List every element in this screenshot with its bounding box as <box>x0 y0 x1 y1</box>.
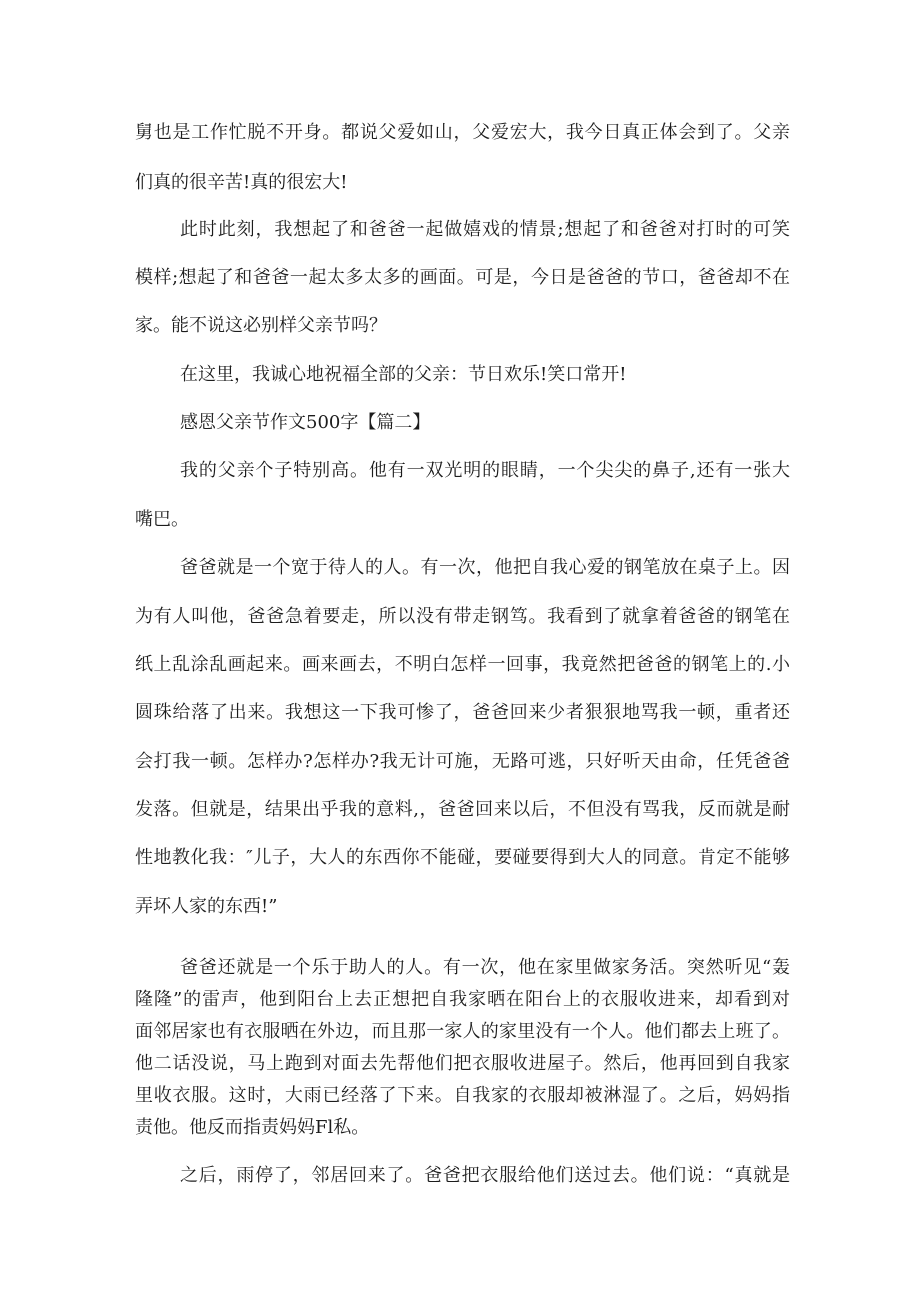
heading-line: 感恩父亲节作文500字【篇二】 <box>180 412 431 433</box>
text-line: 模样;想起了和爸爸一起太多太多的画面。可是，今日是爸爸的节口，爸爸却不在 <box>135 267 790 288</box>
text-line: 家。能不说这必别样父亲节吗？ <box>135 315 387 336</box>
text-line: 圆珠给落了出来。我想这一下我可惨了，爸爸回来少者狠狠地骂我一顿，重者还 <box>135 702 790 723</box>
text-line: 我的父亲个子特别高。他有一双光明的眼睛，一个尖尖的鼻子,还有一张大 <box>180 460 790 481</box>
text-line: 性地教化我：″儿子，大人的东西你不能碰，要碰要得到大人的同意。肯定不能够 <box>135 847 790 868</box>
text-line: 们真的很辛苦!真的很宏大! <box>135 172 348 193</box>
text-line: 之后，雨停了，邻居回来了。爸爸把衣服给他们送过去。他们说：“真就是 <box>180 1165 790 1186</box>
text-line: 弄坏人家的东西!” <box>135 896 278 917</box>
text-line: 爸爸就是一个宽于待人的人。有一次，他把自我心爱的钢笔放在桌子上。因 <box>180 557 790 578</box>
text-line: 里收衣服。这时，大雨已经落了下来。自我家的衣服却被淋湿了。之后，妈妈指 <box>135 1085 790 1106</box>
text-line: 隆隆”的雷声，他到阳台上去正想把自我家晒在阳台上的衣服收进来，却看到对 <box>135 989 790 1010</box>
text-line: 责他。他反而指责妈妈Fl私。 <box>135 1117 370 1138</box>
text-line: 嘴巴。 <box>135 509 189 530</box>
text-line: 会打我一顿。怎样办?怎样办?我无计可施，无路可逃，只好听天由命，任凭爸爸 <box>135 751 790 772</box>
text-line: 为有人叫他，爸爸急着要走，所以没有带走钢笃。我看到了就拿着爸爸的钢笔在 <box>135 606 790 627</box>
text-line: 在这里，我诚心地祝福全部的父亲：节日欢乐!笑口常开! <box>180 364 627 385</box>
text-line: 他二话没说，马上跑到对面去先帮他们把衣服收进屋子。然后，他再回到自我家 <box>135 1053 790 1074</box>
text-line: 纸上乱涂乱画起来。画来画去，不明白怎样一回事，我竟然把爸爸的钢笔上的.小 <box>135 654 790 675</box>
text-line: 发落。但就是，结果出乎我的意料,，爸爸回来以后，不但没有骂我，反而就是耐 <box>135 799 790 820</box>
text-line: 面邻居家也有衣服晒在外边，而且那一家人的家里没有一个人。他们都去上班了。 <box>135 1021 790 1042</box>
text-line: 舅也是工作忙脱不开身。都说父爱如山，父爱宏大，我今日真正体会到了。父亲 <box>135 122 790 143</box>
text-line: 爸爸还就是一个乐于助人的人。有一次，他在家里做家务活。突然听见“轰 <box>180 957 790 978</box>
text-line: 此时此刻，我想起了和爸爸一起做嬉戏的情景;想起了和爸爸对打时的可笑 <box>180 219 790 240</box>
